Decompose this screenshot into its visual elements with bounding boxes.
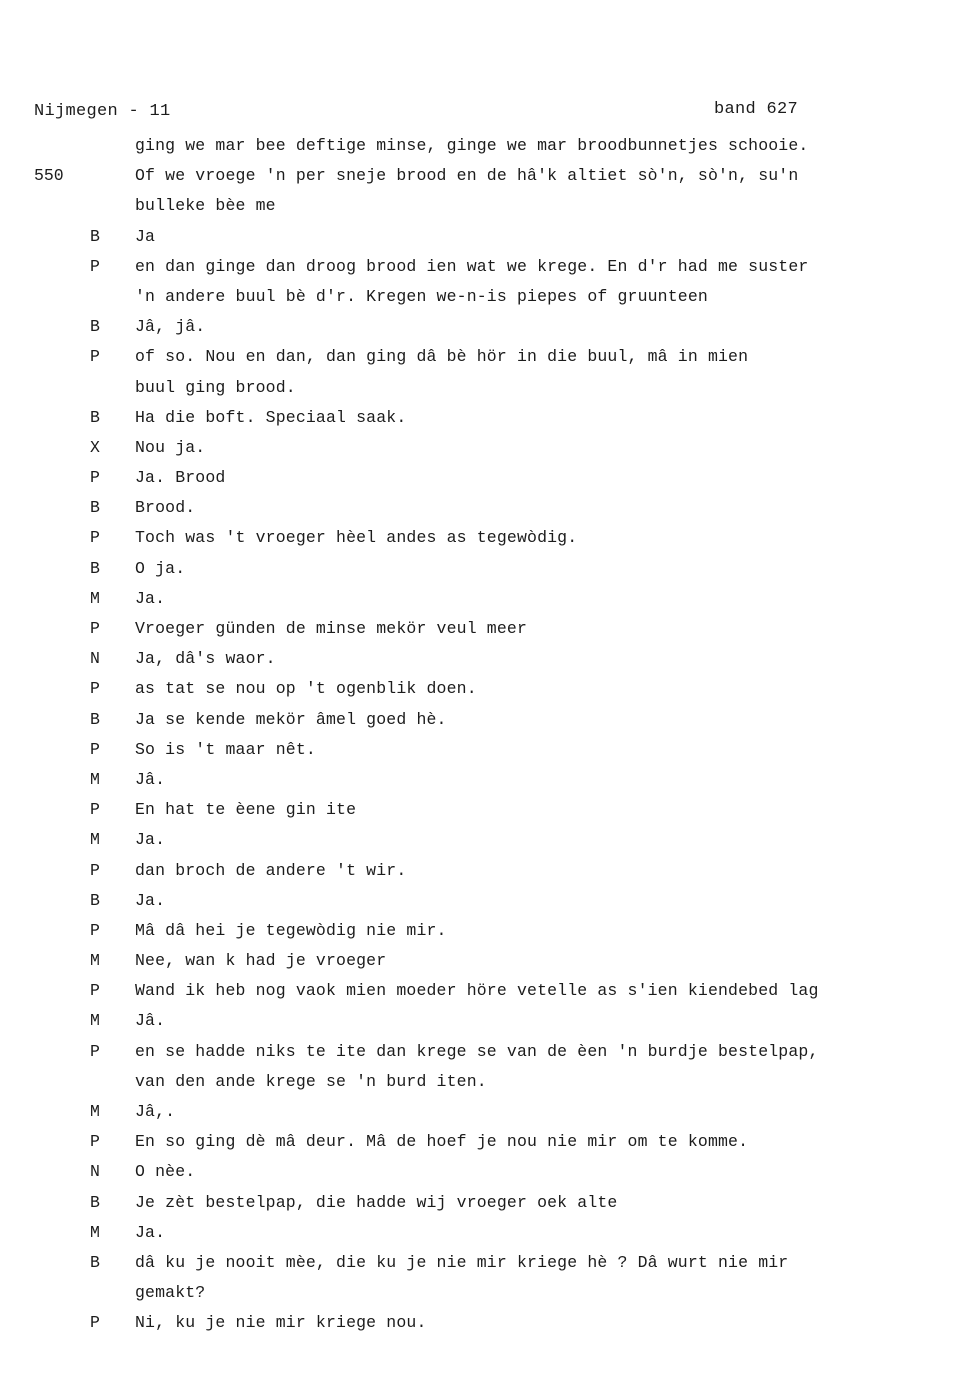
transcript-line [0,1006,973,1036]
speaker-label: B [90,1192,100,1212]
speaker-label: M [90,1102,100,1121]
speaker-label: P [90,679,100,699]
utterance-text: Of we vroege 'n per sneje brood en de hâ'k altiet sò'n, sò'n, su'n [135,166,799,186]
transcript-line [0,1308,973,1338]
utterance-text: ging we mar bee deftige minse, ginge we mar broodbunnetjes schooie. [135,136,809,155]
transcript-line [0,191,973,221]
header-location: Nijmegen - 11 [34,102,171,121]
transcript-line [0,674,973,704]
speaker-label: P [90,981,100,1001]
utterance-text: van den ande krege se 'n burd iten. [135,1071,487,1091]
utterance-text: Vroeger günden de minse mekör veul meer [135,619,528,638]
utterance-text: O ja. [135,558,186,578]
transcript-line [0,584,973,614]
utterance-text: En so ging dè mâ deur. Mâ de hoef je nou nie mir om te komme. [135,1132,749,1152]
speaker-label: B [90,317,100,337]
header-tape-number: band 627 [714,100,799,119]
transcript-line [0,161,973,191]
utterance-text: Mâ dâ hei je tegewòdig nie mir. [135,920,447,940]
speaker-label: M [90,830,100,850]
utterance-text: Jâ. [135,769,166,789]
utterance-text: Wand ik heb nog vaok mien moeder höre vetelle as s'ien kiendebed lag [135,981,819,1001]
utterance-text: Jâ. [135,1011,166,1031]
transcript-line [0,705,973,735]
speaker-label: M [90,1222,100,1242]
speaker-label: P [90,1313,100,1333]
utterance-text: Ha die boft. Speciaal saak. [135,407,407,427]
utterance-text: en dan ginge dan droog brood ien wat we krege. En d'r had me suster [135,256,809,276]
transcript-line [0,463,973,493]
transcript-line [0,644,973,674]
speaker-label: P [90,619,100,638]
speaker-label: P [90,860,100,880]
transcript-line [0,1127,973,1157]
transcript-line [0,1037,973,1067]
utterance-text: of so. Nou en dan, dan ging dâ bè hör in die buul, mâ in mien [135,347,749,367]
utterance-text: as tat se nou op 't ogenblik doen. [135,679,477,699]
speaker-label: P [90,739,100,759]
utterance-text: 'n andere buul bè d'r. Kregen we-n-is piepes of gruunteen [135,286,708,306]
transcript-line [0,735,973,765]
utterance-text: dâ ku je nooit mèe, die ku je nie mir kriege hè ? Dâ wurt nie mir [135,1252,789,1272]
speaker-label: M [90,951,100,971]
speaker-label: B [90,1252,100,1272]
transcript-line [0,1067,973,1097]
transcript-line [0,493,973,523]
utterance-text: Ja [135,226,156,246]
utterance-text: En hat te èene gin ite [135,800,357,820]
utterance-text: Ja. Brood [135,468,226,488]
speaker-label: N [90,1162,100,1182]
transcript-line [0,916,973,946]
transcript-lines [0,131,973,1339]
speaker-label: P [90,920,100,940]
utterance-text: Jâ,. [135,1102,176,1121]
transcript-line [0,1097,973,1127]
speaker-label: P [90,256,100,276]
transcript-line [0,222,973,252]
utterance-text: Ja. [135,830,166,850]
transcript-line [0,765,973,795]
transcript-line [0,282,973,312]
speaker-label: B [90,498,100,518]
transcript-line [0,433,973,463]
utterance-text: O nèe. [135,1162,196,1182]
utterance-text: Ja se kende mekör âmel goed hè. [135,709,447,729]
transcript-line [0,856,973,886]
speaker-label: P [90,800,100,820]
transcript-line [0,1278,973,1308]
utterance-text: en se hadde niks te ite dan krege se van de èen 'n burdje bestelpap, [135,1041,819,1061]
utterance-text: Ni, ku je nie mir kriege nou. [135,1313,427,1333]
transcript-line [0,1218,973,1248]
speaker-label: B [90,709,100,729]
utterance-text: Ja. [135,1222,166,1242]
transcript-line [0,403,973,433]
transcript-line [0,342,973,372]
transcript-line [0,614,973,644]
utterance-text: Ja. [135,588,166,608]
utterance-text: buul ging brood. [135,377,296,397]
transcript-line [0,252,973,282]
speaker-label: B [90,226,100,246]
transcript-line [0,131,973,161]
speaker-label: P [90,347,100,367]
utterance-text: So is 't maar nêt. [135,739,316,759]
transcript-line [0,976,973,1006]
utterance-text: Nou ja. [135,437,206,457]
transcript-line [0,825,973,855]
speaker-label: B [90,407,100,427]
transcript-line [0,554,973,584]
transcript-line [0,1188,973,1218]
speaker-label: X [90,437,100,457]
speaker-label: P [90,1132,100,1152]
line-number: 550 [34,166,64,186]
speaker-label: B [90,558,100,578]
speaker-label: M [90,1011,100,1031]
speaker-label: P [90,528,100,548]
transcript-line [0,373,973,403]
speaker-label: N [90,649,100,669]
utterance-text: Ja, dâ's waor. [135,649,276,669]
transcript-line [0,1248,973,1278]
speaker-label: B [90,890,100,910]
transcript-line [0,946,973,976]
speaker-label: P [90,468,100,488]
utterance-text: Brood. [135,498,196,518]
utterance-text: dan broch de andere 't wir. [135,860,407,880]
utterance-text: Ja. [135,890,166,910]
utterance-text: gemakt? [135,1283,206,1303]
utterance-text: Nee, wan k had je vroeger [135,951,387,971]
transcript-line [0,312,973,342]
speaker-label: P [90,1041,100,1061]
speaker-label: M [90,588,100,608]
speaker-label: M [90,769,100,789]
transcript-line [0,523,973,553]
utterance-text: bulleke bèe me [135,196,276,216]
utterance-text: Jâ, jâ. [135,317,206,337]
utterance-text: Je zèt bestelpap, die hadde wij vroeger oek alte [135,1192,618,1212]
transcript-line [0,1157,973,1187]
utterance-text: Toch was 't vroeger hèel andes as tegewòdig. [135,528,578,548]
transcript-line [0,795,973,825]
transcript-line [0,886,973,916]
